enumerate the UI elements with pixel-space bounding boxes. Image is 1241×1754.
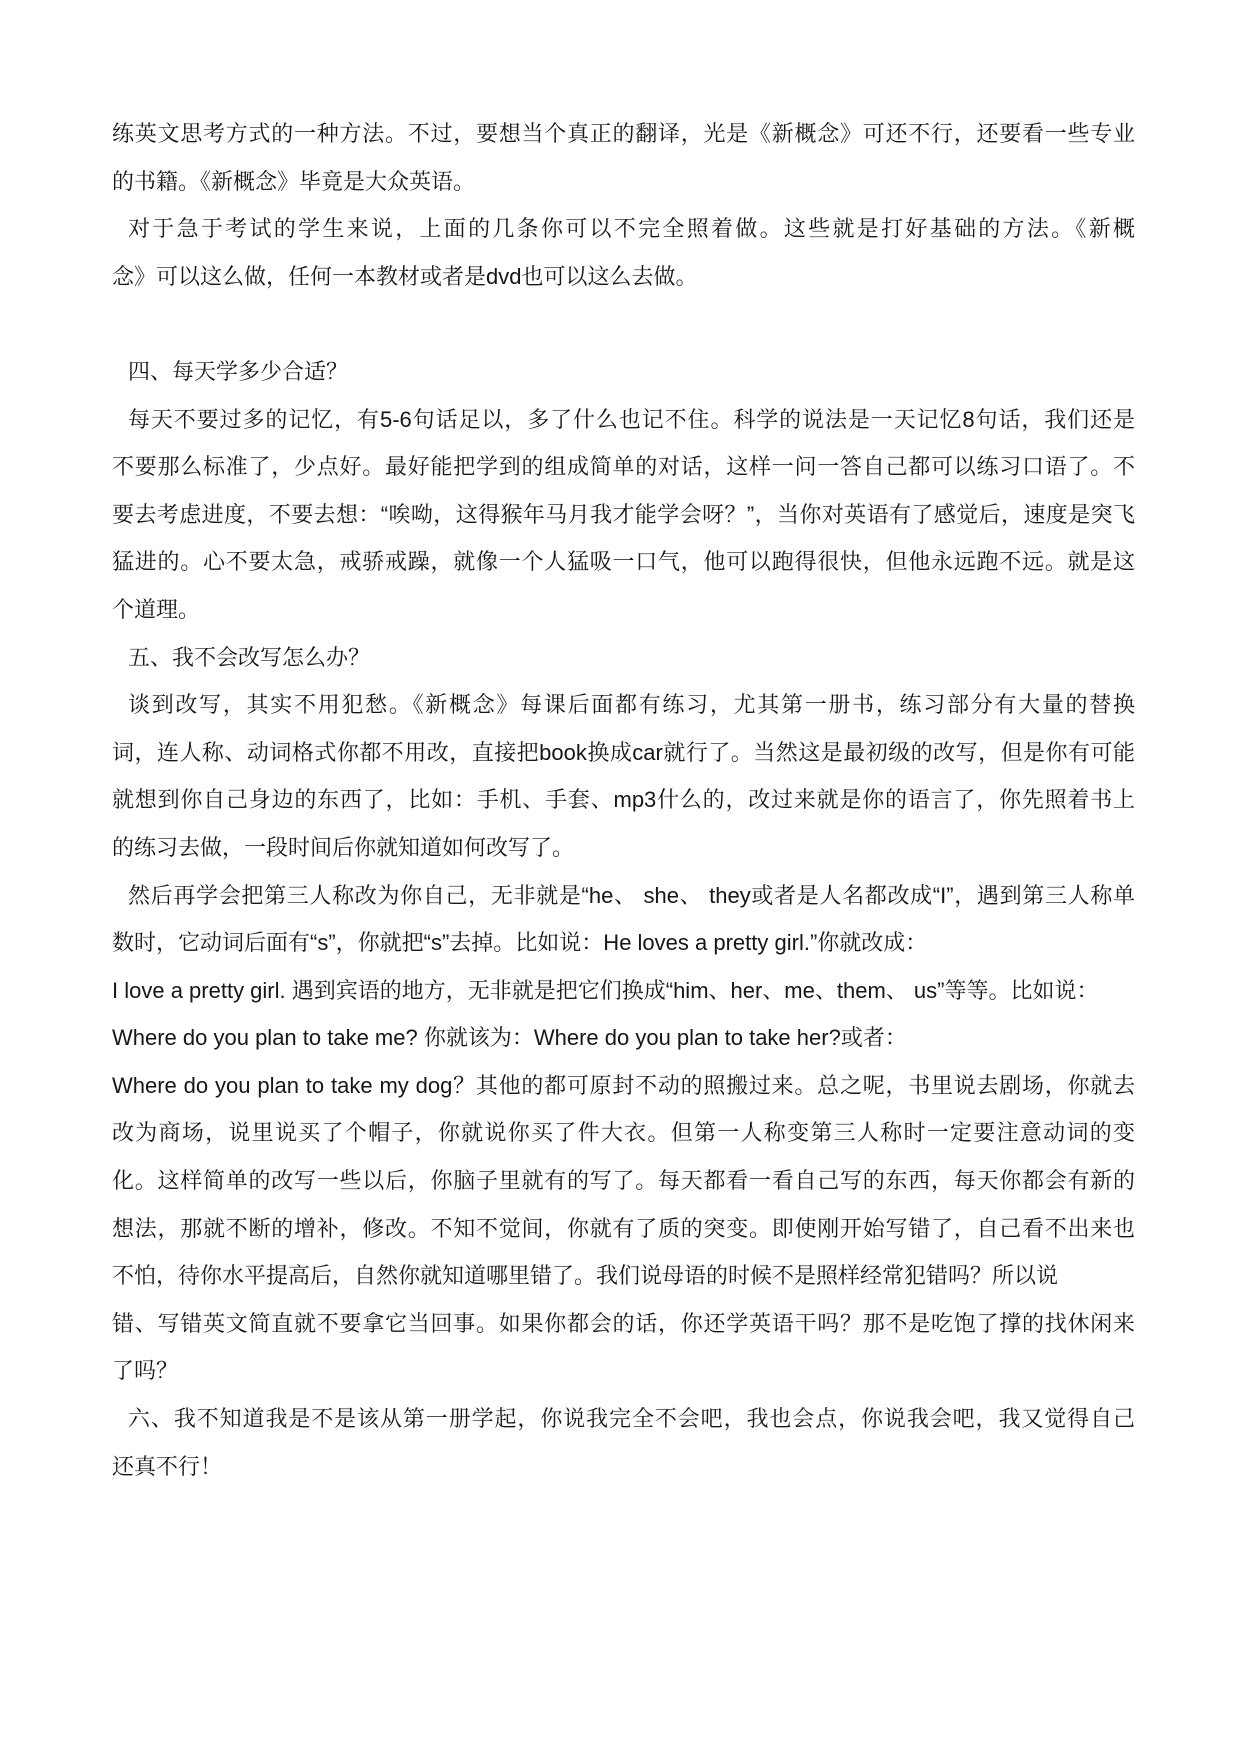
text-line: 念》可以这么做，任何一本教材或者是dvd也可以这么去做。 bbox=[112, 263, 698, 289]
text-line: 的书籍。《新概念》毕竟是大众英语。 bbox=[112, 168, 476, 194]
text-line: 改为商场，说里说买了个帽子，你就说你买了件大衣。但第一人称变第三人称时一定要注意动词的变 bbox=[112, 1120, 1135, 1146]
text-line: 不要那么标准了，少点好。最好能把学到的组成简单的对话，这样一问一答自己都可以练习口语了。不 bbox=[112, 454, 1135, 480]
text-line: 错、写错英文简直就不要拿它当回事。如果你都会的话，你还学英语干吗？那不是吃饱了撑的找休闲来 bbox=[112, 1310, 1135, 1336]
text-line: Where do you plan to take me? 你就该为：Where do you plan to take her?或者： bbox=[112, 1025, 907, 1051]
text-line: Where do you plan to take my dog？其他的都可原封不动的照搬过来。总之呢，书里说去剧场，你就去 bbox=[112, 1072, 1135, 1098]
text-line: 数时，它动词后面有“s”，你就把“s”去掉。比如说：He loves a pretty girl.”你就改成： bbox=[112, 930, 928, 956]
text-line: 个道理。 bbox=[112, 596, 201, 622]
text-line: 词，连人称、动词格式你都不用改，直接把book换成car就行了。当然这是最初级的改写，但是你有可能 bbox=[112, 739, 1135, 765]
text-line: 四、每天学多少合适？ bbox=[128, 358, 349, 384]
document-body bbox=[112, 110, 1135, 1490]
text-line: I love a pretty girl. 遇到宾语的地方，无非就是把它们换成“him、her、me、them、 us”等等。比如说： bbox=[112, 977, 1099, 1003]
text-line: 练英文思考方式的一种方法。不过，要想当个真正的翻译，光是《新概念》可还不行，还要看一些专业 bbox=[112, 121, 1135, 146]
text-line: 然后再学会把第三人称改为你自己，无非就是“he、 she、 they或者是人名都改成“I”，遇到第三人称单 bbox=[128, 882, 1135, 908]
text-line: 对于急于考试的学生来说，上面的几条你可以不完全照着做。这些就是打好基础的方法。《新概 bbox=[128, 216, 1135, 242]
text-line: 还真不行！ bbox=[112, 1453, 223, 1479]
text-line: 五、我不会改写怎么办？ bbox=[128, 644, 371, 670]
text-line: 就想到你自己身边的东西了，比如：手机、手套、mp3什么的，改过来就是你的语言了，你先照着书上 bbox=[112, 787, 1135, 813]
text-line: 不怕，待你水平提高后，自然你就知道哪里错了。我们说母语的时候不是照样经常犯错吗？所以说 bbox=[112, 1263, 1059, 1289]
blank-line bbox=[112, 300, 1135, 348]
text-line: 要去考虑进度，不要去想：“唉呦，这得猴年马月我才能学会呀？”，当你对英语有了感觉后，速度是突飞 bbox=[112, 501, 1135, 527]
text-line: 猛进的。心不要太急，戒骄戒躁，就像一个人猛吸一口气，他可以跑得很快，但他永远跑不远。就是这 bbox=[112, 549, 1135, 575]
text-line: 的练习去做，一段时间后你就知道如何改写了。 bbox=[112, 834, 575, 860]
text-line: 六、我不知道我是不是该从第一册学起，你说我完全不会吧，我也会点，你说我会吧，我又觉得自己 bbox=[128, 1406, 1135, 1432]
text-line: 每天不要过多的记忆，有5-6句话足以，多了什么也记不住。科学的说法是一天记忆8句话，我们还是 bbox=[128, 406, 1135, 432]
text-line: 化。这样简单的改写一些以后，你脑子里就有的写了。每天都看一看自己写的东西，每天你都会有新的 bbox=[112, 1168, 1135, 1194]
text-line: 想法，那就不断的增补，修改。不知不觉间，你就有了质的突变。即使刚开始写错了，自己看不出来也 bbox=[112, 1215, 1135, 1241]
text-line: 了吗？ bbox=[112, 1358, 179, 1384]
text-line: 谈到改写，其实不用犯愁。《新概念》每课后面都有练习，尤其第一册书，练习部分有大量的替换 bbox=[128, 692, 1135, 718]
